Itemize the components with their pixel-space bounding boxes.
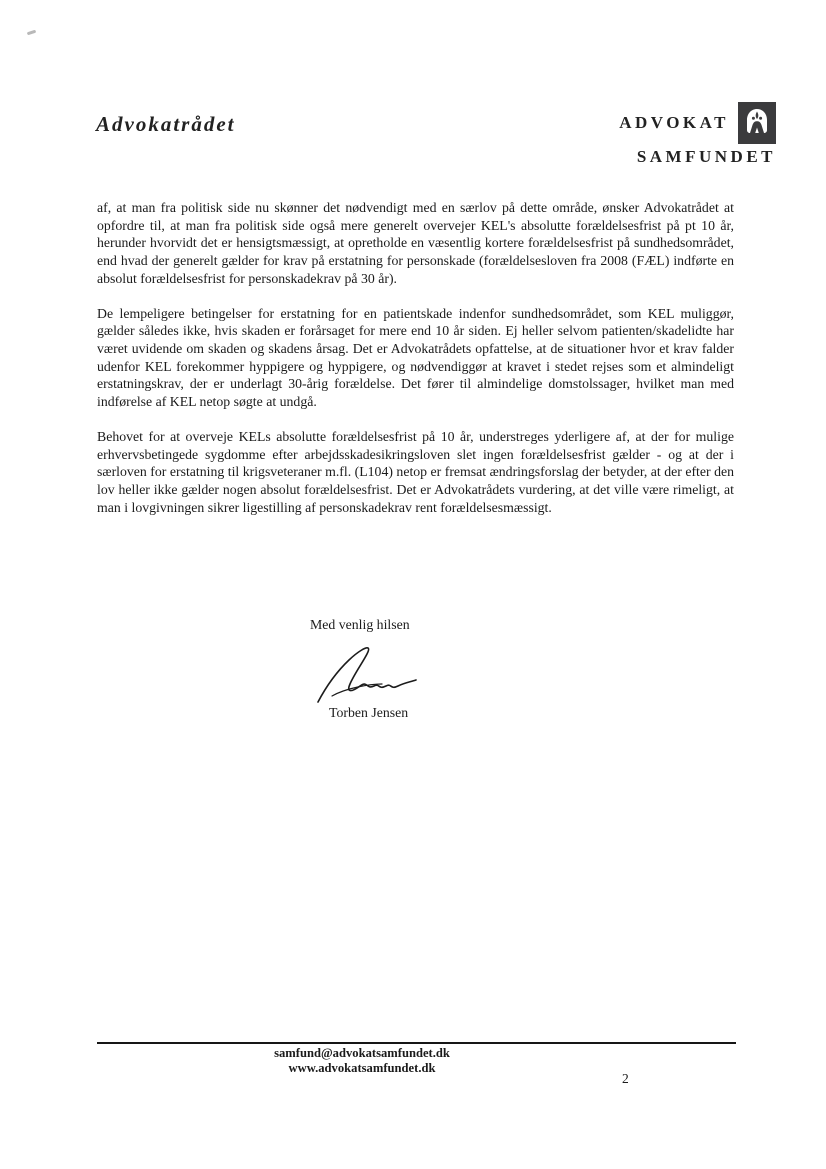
- footer-website: www.advokatsamfundet.dk: [288, 1060, 436, 1075]
- scan-artifact: [27, 30, 36, 36]
- brand-word-samfundet: SAMFUNDET: [636, 147, 776, 166]
- page-number: 2: [622, 1071, 629, 1086]
- handwritten-signature: [312, 644, 430, 710]
- letter-body: [97, 199, 734, 534]
- helmet-logo-icon: [738, 102, 776, 144]
- brand-word-advokat: ADVOKAT: [619, 113, 729, 132]
- paragraph-1: af, at man fra politisk side nu skønner det nødvendigt med en særlov på dette område, ønsker Advokatrådet at opfordre til, at man fra politisk side også mere generelt overvejer KEL's absolutte forældelsesfrist på pt 10 år, herunder hvorvidt det er hensigtsmæssigt, at opretholde en væsentlig kortere forældelsesfrist på sundhedsområdet, end hvad der generelt gælder for krav på erstatning for personskade (forældelsesloven fra 2008 (FÆL) indførte en absolut forældelsesfrist for personskadekrav på 30 år).: [97, 200, 734, 286]
- footer-email: samfund@advokatsamfundet.dk: [274, 1046, 450, 1060]
- closing-salutation: Med venlig hilsen: [310, 617, 410, 632]
- paragraph-2: De lempeligere betingelser for erstatning for en patientskade indenfor sundhedsområdet, som KEL muliggør, gælder således ikke, hvis skaden er forårsaget for mere end 10 år siden. Ej heller selvom patienten/skadelidte har været uvidende om skaden og skadens årsag. Det er Advokatrådets opfattelse, at de situationer hvor et krav falder udenfor KEL forekommer hyppigere og hyppigere, og nødvendiggør at kravet i stedet rejses som et almindeligt erstatningskrav, der er underlagt 30-årig forældelse. Det fører til almindelige domstolssager, hvilket man med indførelse af KEL netop søgte at undgå.: [97, 305, 734, 410]
- footer-contact: [97, 1046, 627, 1076]
- brand-row-top: [619, 102, 776, 144]
- footer-rule: [97, 1042, 736, 1044]
- signer-name: Torben Jensen: [329, 705, 409, 720]
- brand-block: [619, 102, 776, 167]
- letterhead-title: Advokatrådet: [96, 112, 236, 136]
- paragraph-3: Behovet for at overveje KELs absolutte forældelsesfrist på 10 år, understreges yderligere af, at der for mulige erhvervsbetingede sygdomme efter arbejdsskadesikringsloven slet ingen forældelsesfrist gælder - og at der i særloven for erstatning til krigsveteraner m.fl. (L104) netop er fremsat ændringsforslag der betyder, at der efter den lov heller ikke gælder nogen absolut forældelsesfrist. Det er Advokatrådets vurdering, at det ville være rimeligt, at man i lovgivningen sikrer ligestilling af personskadekrav rent forældelsesmæssigt.: [97, 428, 734, 515]
